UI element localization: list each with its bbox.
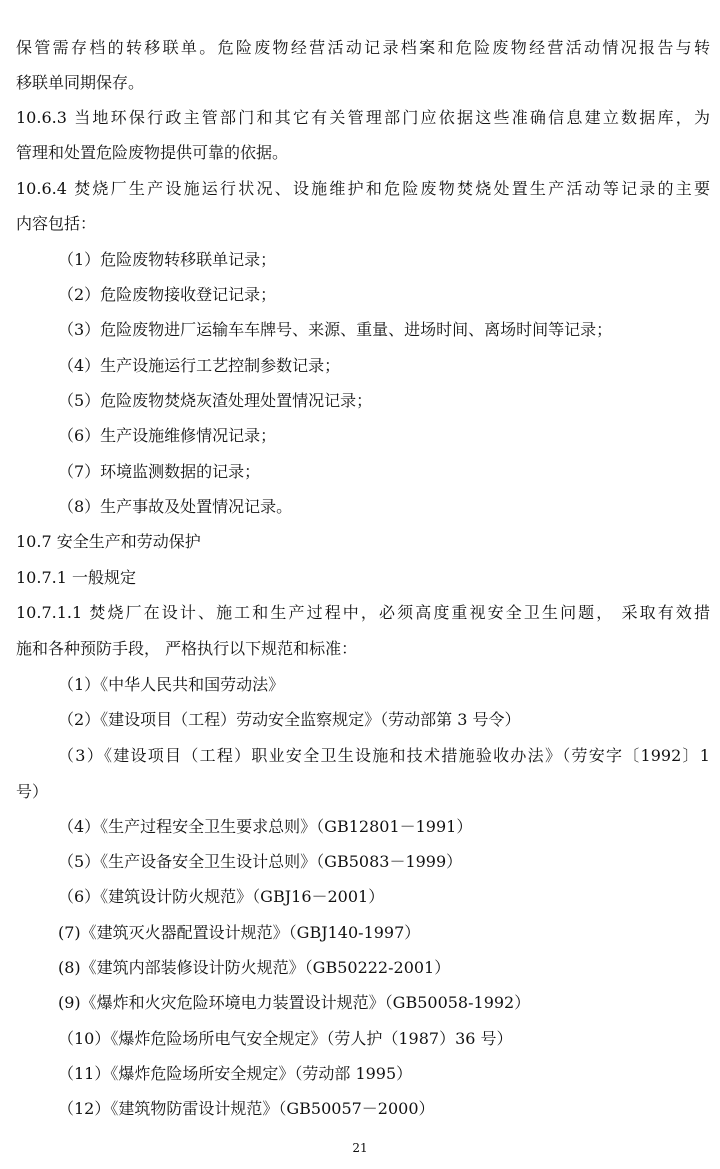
standard-list-item: （5）《生产设备安全卫生设计总则》（GB5083－1999） [58, 852, 463, 871]
list-item: （4）生产设施运行工艺控制参数记录； [58, 356, 341, 375]
list-item: （7）环境监测数据的记录； [58, 462, 261, 481]
subsection-heading: 10.7.1 一般规定 [16, 568, 136, 587]
body-text-line: 施和各种预防手段， 严格执行以下规范和标准： [16, 639, 358, 658]
standard-list-item: （1）《中华人民共和国劳动法》 [58, 675, 285, 694]
list-item: （1）危险废物转移联单记录； [58, 250, 277, 269]
standard-list-item: （3）《建设项目（工程）职业安全卫生设施和技术措施验收办法》（劳安字〔1992〕1 [58, 746, 710, 765]
list-item: （8）生产事故及处置情况记录。 [58, 497, 293, 516]
section-10-7-1-1-line: 10.7.1.1 焚烧厂在设计、施工和生产过程中，必须高度重视安全卫生问题， 采取有效措 [16, 603, 710, 622]
list-item: （6）生产设施维修情况记录； [58, 426, 277, 445]
body-text-line: 移联单同期保存。 [16, 73, 145, 92]
body-text-line: 管理和处置危险废物提供可靠的依据。 [16, 143, 289, 162]
standard-list-item: （6）《建筑设计防火规范》（GBJ16－2001） [58, 887, 385, 906]
standard-list-item: （11）《爆炸危险场所安全规定》（劳动部 1995） [58, 1064, 413, 1083]
body-text-line: 保管需存档的转移联单。危险废物经营活动记录档案和危险废物经营活动情况报告与转 [16, 38, 710, 57]
page-number: 21 [352, 1141, 368, 1155]
list-item: （3）危险废物进厂运输车车牌号、来源、重量、进场时间、离场时间等记录； [58, 320, 613, 339]
section-10-6-3-line: 10.6.3 当地环保行政主管部门和其它有关管理部门应依据这些准确信息建立数据库，为 [16, 108, 710, 127]
standard-list-item: （12）《建筑物防雷设计规范》（GB50057－2000） [58, 1099, 435, 1118]
standard-list-item: （4）《生产过程安全卫生要求总则》（GB12801－1991） [58, 817, 473, 836]
standard-list-item: (9)《爆炸和火灾危险环境电力装置设计规范》（GB50058-1992） [58, 993, 531, 1012]
standard-list-item: （10）《爆炸危险场所电气安全规定》（劳人护（1987）36 号） [58, 1029, 513, 1048]
list-item: （5）危险废物焚烧灰渣处理处置情况记录； [58, 391, 373, 410]
section-10-6-4-line: 10.6.4 焚烧厂生产设施运行状况、设施维护和危险废物焚烧处置生产活动等记录的主要 [16, 179, 710, 198]
list-item: （2）危险废物接收登记记录； [58, 285, 277, 304]
standard-list-item-continuation: 号） [16, 782, 49, 801]
standard-list-item: （2）《建设项目（工程）劳动安全监察规定》（劳动部第 3 号令） [58, 710, 521, 729]
standard-list-item: (8)《建筑内部装修设计防火规范》（GB50222-2001） [58, 958, 451, 977]
standard-list-item: (7)《建筑灭火器配置设计规范》（GBJ140-1997） [58, 923, 421, 942]
section-heading: 10.7 安全生产和劳动保护 [16, 532, 201, 551]
body-text-line: 内容包括： [16, 214, 97, 233]
